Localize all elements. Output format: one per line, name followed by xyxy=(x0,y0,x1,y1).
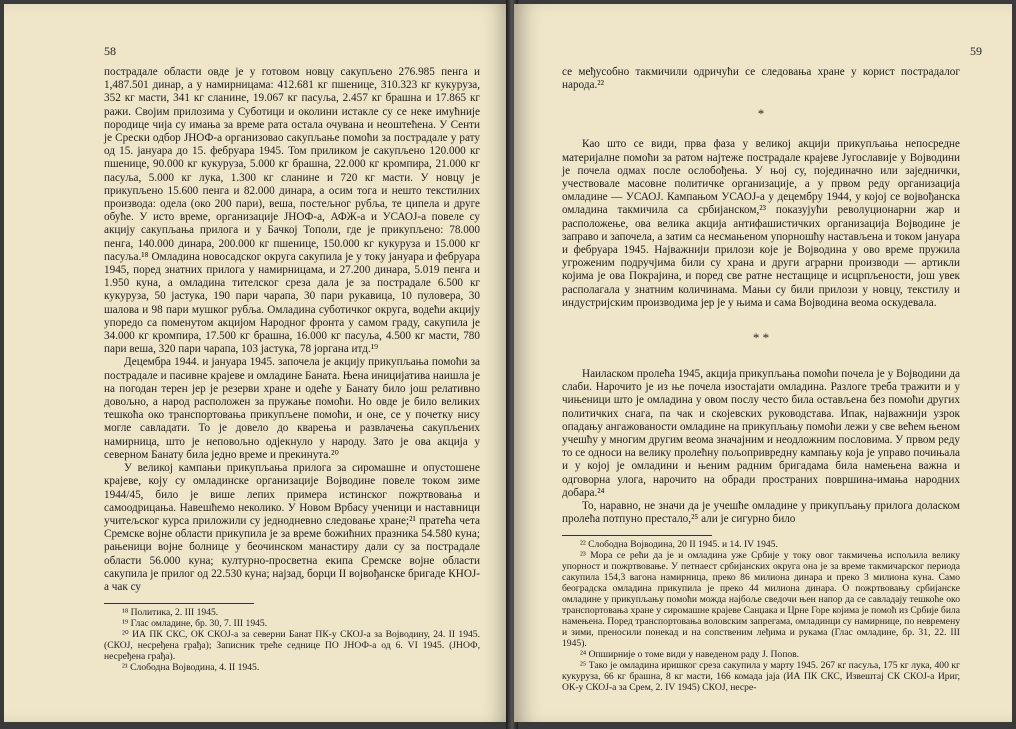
footnote: ¹⁸ Политика, 2. III 1945. xyxy=(122,607,219,619)
left-footnotes xyxy=(104,607,480,673)
left-page-body xyxy=(104,66,480,594)
right-page-body xyxy=(562,66,960,526)
footnote: ²¹ Слободна Војводина, 4. II 1945. xyxy=(122,662,260,674)
paragraph: У великој кампањи прикупљања прилога за сиромашне и опустошене крајеве, коју су омладинске организације Војводине повеле током зиме 1944/45, било је више лепих примера истинског пожртвовања и самоодрицања. Навешћемо неколико. У Новом Врбасу ученици и наставници учитељског курса приложили су једнодневно следовање хране;²¹ пратећа чета Сремске војне области прикупила је за време божићних празника 54.580 куна; рањеници војне болнице у беочинском манастиру дали су за пострадале области 56.000 куна; културно-просветна екипа Сремске војне области сакупила је прилог од 22.530 куна; најзад, борци II војвођанске бригаде КНОЈ-а чак су xyxy=(104,462,480,593)
footnote: ¹⁹ Глас омладине, бр. 30, 7. III 1945. xyxy=(122,618,268,630)
paragraph: пострадале области овде је у готовом новцу сакупљено 276.985 пенга и 1,487.501 динар, а у намирницама: 412.681 кг пшенице, 310.323 кг кукуруза, 352 кг масти, 341 кг сланине, 19.067 кг пасуља, 2.457 кг брашна и 17.865 кг ражи. Својим прилозима у Суботици и околини истакле су се неке имућније породице чија су имања за време рата остала очувана и неоштећена. У Сенти је Срески одбор ЈНОФ-а организовао сакупљање помоћи за пострадале у рату од 15. јануара до 15. фебруара 1945. Том приликом је сакупљено 120.000 кг пшенице, 90.000 кг кукуруза, 5.000 кг брашна, 22.000 кг кромпира, 21.000 кг пасуља, 5.000 кг лука, 1.300 кг сланине и 720 кг масти. У новцу је прикупљено 15.600 пенга и 82.000 динара, а осим тога и нешто текстилних производа: одела (око 200 пари), веша, постељног рубља, те ципела и друге обуће. У исто време, организације ЈНОФ-а, АФЖ-а и УСАОЈ-а повеле су акцију сакупљања прилога и у Бачкој Тополи, где је прикупљено: 78.000 пенга, 140.000 динара, 200.000 кг пшенице, 150.000 кг кукуруза и 15.000 кг пасуља.¹⁸ Омладина новосадског округа сакупила је у току јануара и фебруара 1945, поред знатних прилога у намирницама, и 27.200 динара, 5.019 пенга и 1.950 куна, а омладина тителског среза дала је за пострадале 6.500 кг кукуруза, 50 јастука, 190 пари чарапа, 30 пари рукавица, 10 пуловера, 30 шалова и 98 пари мушког рубља. Омладина суботичког округа, водећи акцију упоредо са поменутом акцијом Народног фронта у самом граду, сакупила је 34.000 кг кромпира, 17.500 кг брашна, 16.000 кг пасуља, 4.500 кг масти, 780 пари веша, 320 пари чарапа, 103 јастука, 78 јоргана итд.¹⁹ xyxy=(104,66,480,356)
paragraph: се међусобно такмичили одричући се следовања хране у корист пострадалог народа.²² xyxy=(562,66,960,92)
section-separator: * xyxy=(757,106,765,122)
footnote: ²⁴ Опширније о томе види у наведеном раду Ј. Попов. xyxy=(580,649,800,661)
section-separator: * * xyxy=(752,330,770,346)
page-number-left: 58 xyxy=(104,44,116,58)
footnote: ²³ Мора се рећи да је и омладина уже Србије у току овог такмичења испољила велику упорност и пожртвовање. У петнаест србијанских округа она је за време такмичарског периода сакупила 154,3 вагона намирница, преко 86 милиона динара и преко 3 милиона куна. Само београдска омладина прикупила је преко 44 милиона динара. О пожртвовању србијанске омладине у прикупљању помоћи можда најбоље сведочи њен напор да се савладају тешкоће око транспортовања хране у сиромашне крајеве Санџака и Црне Горе којима је помоћ из Србије била намењена. Поред транспортовања воловским запрегама, омладинци су намирнице, по невремену и зими, преносили понекад и на сопственим леђима и рукама (Глас омладине, бр. 31, 22. III 1945). xyxy=(562,550,960,650)
footnote: ²⁵ Тако је омладина иришког среза сакупила у марту 1945. 267 кг пасуља, 175 кг лука, 400 кг кукуруза, 66 кг брашна, 8 кг масти, 166 комада јаја (ИА ПК СКС, Извештај СК СКОЈ-а Ириг, ОК-у СКОЈ-а за Срем, 2. IV 1945) СКОЈ, несре- xyxy=(562,660,960,694)
footnote-rule xyxy=(562,535,712,536)
paragraph: Децембра 1944. и јануара 1945. започела је акцију прикупљања помоћи за пострадале и пасивне крајеве и омладине Баната. Њена иницијатива наишла је на погодан терен јер је резерви хране и одеће у Банату било још релативно довољно, а народ расположен за пружање помоћи. Но овде је било великих тешкоћа око транспортовања прикупљене помоћи, и оне, се у почетку нису могле савладати. То је довело до кварења и развлачења сакупљених намирница, што је неповољно одјекнуло у народу. Зато је ова акција у северном Банату била једно време и прекинута.²⁰ xyxy=(104,356,480,461)
paragraph: То, наравно, не значи да је учешће омладине у прикупљању прилога доласком пролећа потпуно престало,²⁵ али је сигурно било xyxy=(562,500,960,526)
footnote: ²² Слободна Војводина, 20 II 1945. и 14. IV 1945. xyxy=(580,539,778,551)
footnote-rule xyxy=(104,603,254,604)
right-footnotes xyxy=(562,539,960,693)
page-number-right: 59 xyxy=(970,44,982,58)
left-page xyxy=(4,4,510,722)
paragraph: Наиласком пролећа 1945, акција прикупљања помоћи почела је у Војводини да слаби. Нарочито је из ње почела изостајати омладина. Разлоге треба тражити и у чињеници што је омладина у овом послу често била остављена без помоћи других политичких снага, па чак и скојевских руководстава. Ипак, најважнији узрок опадању ангажованости омладине на прикупљању помоћи лежи у све већем њеном учешћу у многим другим веома значајним и неодложним пословима. У првом реду то се односи на велику пролећну пољопривредну кампању која је управо почињала и у којој је омладини и њеним радним бригадама била намењена важна и одговорна улога, нарочито на обради пространих површина-имања народних добара.²⁴ xyxy=(562,368,960,499)
paragraph: Као што се види, прва фаза у великој акцији прикупљања непосредне материјалне помоћи за ратом најтеже пострадале крајеве Југославије у Војводини је почела одмах после ослобођења. У њој су, појединачно или заједнички, учествовале масовне политичке организације, а у првом реду организација омладине — УСАОЈ. Кампањом УСАОЈ-а у децембру 1944, у којој се војвођанска омладина такмичила са србијанском,²³ показујући револуционарни жар и расположење, ова велика акција антифашистичких организација Војводине је заправо и започела, а затим са несмањеном упорношћу настављена и током јануара и фебруара 1945. Најважнији прилози које је Војводина у ово време пружила угроженим подручјима били су храна и други аграрни производи — артикли којима је ова Покрајина, и поред све ратне нестащице и исцрпљености, још увек располагала у знатним количинама. Мањи су били прилози у новцу, текстилу и индустријским производима јер је у њима и сама Војводина веома оскудевала. xyxy=(562,138,960,309)
footnote: ²⁰ ИА ПК СКС, ОК СКОЈ-а за северни Банат ПК-у СКОЈ-а за Војводину, 24. II 1945. (СКОЈ, несређена грађа); Записник треће седнице ПО ЈНОФ-а од 6. VI 1945. (ЈНОФ, несређена грађа). xyxy=(104,629,480,663)
right-page xyxy=(514,4,1012,722)
